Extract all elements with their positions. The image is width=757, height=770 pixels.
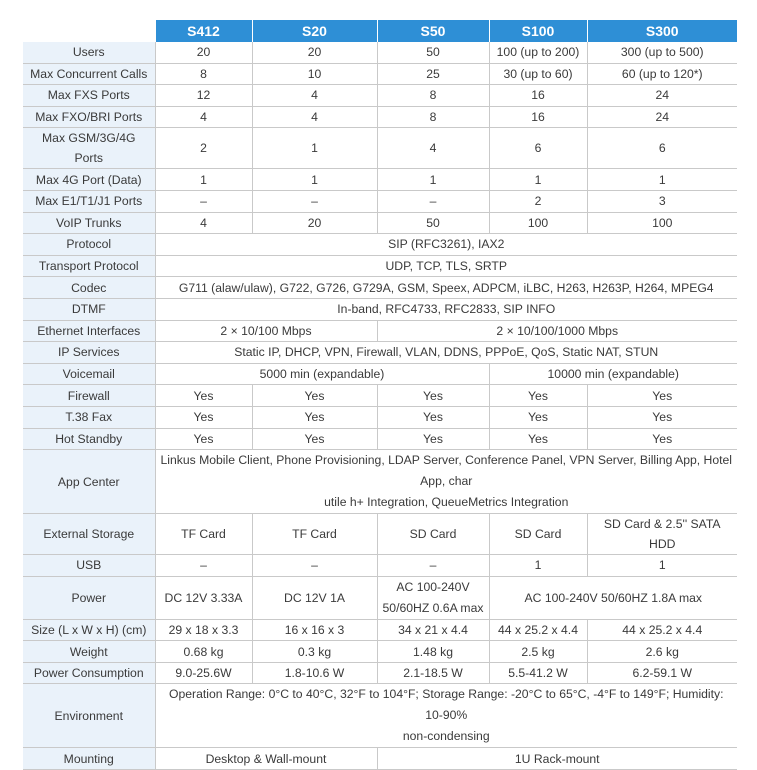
- table-cell: Yes: [489, 406, 587, 428]
- table-cell: 2 × 10/100 Mbps: [155, 320, 377, 342]
- table-row: [23, 212, 737, 234]
- table-row: [23, 320, 737, 342]
- table-row: [23, 169, 737, 191]
- table-cell: 20: [252, 212, 377, 234]
- row-label: Voicemail: [23, 363, 155, 385]
- table-cell: [155, 684, 737, 748]
- table-cell: SD Card & 2.5'' SATA HDD: [587, 514, 737, 555]
- table-cell: 16: [489, 106, 587, 128]
- table-cell: AC 100-240V 50/60HZ 1.8A max: [489, 576, 737, 619]
- row-label: Power Consumption: [23, 662, 155, 684]
- table-cell: 5000 min (expandable): [155, 363, 489, 385]
- table-cell: 25: [377, 63, 489, 85]
- row-label: External Storage: [23, 514, 155, 555]
- table-cell: 4: [252, 85, 377, 107]
- table-row: [23, 128, 737, 169]
- table-cell: 4: [377, 128, 489, 169]
- table-cell: Yes: [587, 428, 737, 450]
- table-cell: 9.0-25.6W: [155, 662, 252, 684]
- column-header: S412: [155, 20, 252, 42]
- table-row: [23, 619, 737, 641]
- table-row: [23, 684, 737, 748]
- row-label: Codec: [23, 277, 155, 299]
- row-label: Transport Protocol: [23, 255, 155, 277]
- table-cell: 0.3 kg: [252, 641, 377, 663]
- table-cell: 16: [489, 85, 587, 107]
- table-cell: Yes: [489, 385, 587, 407]
- row-label: Max FXO/BRI Ports: [23, 106, 155, 128]
- table-cell: 34 x 21 x 4.4: [377, 619, 489, 641]
- table-cell: Yes: [155, 428, 252, 450]
- table-cell: 1.48 kg: [377, 641, 489, 663]
- table-cell: –: [155, 190, 252, 212]
- table-cell: 2.6 kg: [587, 641, 737, 663]
- table-cell: 10: [252, 63, 377, 85]
- table-row: [23, 342, 737, 364]
- table-cell: 2: [155, 128, 252, 169]
- app-center-line-2: utile h+ Integration, QueueMetrics Integration: [324, 495, 569, 510]
- spec-table: [23, 20, 737, 770]
- row-label: Max FXS Ports: [23, 85, 155, 107]
- app-center-line-1: Linkus Mobile Client, Phone Provisioning, LDAP Server, Conference Panel, VPN Server, Billing App, Hotel App, char: [160, 453, 733, 489]
- table-cell: G711 (alaw/ulaw), G722, G726, G729A, GSM, Speex, ADPCM, iLBC, H263, H263P, H264, MPEG4: [155, 277, 737, 299]
- table-cell: 1.8-10.6 W: [252, 662, 377, 684]
- table-cell: 1: [587, 169, 737, 191]
- row-label: Max E1/T1/J1 Ports: [23, 190, 155, 212]
- table-row: [23, 106, 737, 128]
- table-cell: DC 12V 1A: [252, 576, 377, 619]
- table-cell: 8: [155, 63, 252, 85]
- row-label: Mounting: [23, 748, 155, 770]
- table-cell: 8: [377, 85, 489, 107]
- row-label: Hot Standby: [23, 428, 155, 450]
- table-cell: [377, 576, 489, 619]
- table-cell: TF Card: [252, 514, 377, 555]
- table-cell: 60 (up to 120*): [587, 63, 737, 85]
- table-cell: TF Card: [155, 514, 252, 555]
- row-label: T.38 Fax: [23, 406, 155, 428]
- table-cell: Yes: [155, 385, 252, 407]
- table-cell: 100: [587, 212, 737, 234]
- table-cell: Yes: [377, 385, 489, 407]
- table-cell: 5.5-41.2 W: [489, 662, 587, 684]
- table-cell: 1U Rack-mount: [377, 748, 737, 770]
- table-row: [23, 85, 737, 107]
- table-cell: SIP (RFC3261), IAX2: [155, 234, 737, 256]
- table-cell: –: [155, 555, 252, 577]
- table-row: [23, 428, 737, 450]
- table-cell: –: [252, 555, 377, 577]
- table-cell: 16 x 16 x 3: [252, 619, 377, 641]
- table-cell: In-band, RFC4733, RFC2833, SIP INFO: [155, 298, 737, 320]
- table-cell: 100: [489, 212, 587, 234]
- row-label: DTMF: [23, 298, 155, 320]
- table-cell: DC 12V 3.33A: [155, 576, 252, 619]
- environment-line-2: non-condensing: [402, 729, 490, 744]
- table-row: [23, 514, 737, 555]
- table-row: [23, 385, 737, 407]
- table-cell: 2.1-18.5 W: [377, 662, 489, 684]
- row-label: Max Concurrent Calls: [23, 63, 155, 85]
- row-label: Power: [23, 576, 155, 619]
- table-cell: 4: [155, 106, 252, 128]
- table-cell: –: [377, 190, 489, 212]
- table-cell: 1: [155, 169, 252, 191]
- table-cell: 1: [252, 169, 377, 191]
- row-label: Ethernet Interfaces: [23, 320, 155, 342]
- table-row: [23, 748, 737, 770]
- column-header: S300: [587, 20, 737, 42]
- table-cell: 30 (up to 60): [489, 63, 587, 85]
- table-cell: 50: [377, 212, 489, 234]
- table-cell: 6: [587, 128, 737, 169]
- table-cell: Yes: [155, 406, 252, 428]
- table-cell: Yes: [252, 428, 377, 450]
- table-row: [23, 255, 737, 277]
- header-row: [23, 20, 737, 42]
- table-cell: SD Card: [377, 514, 489, 555]
- table-cell: 2.5 kg: [489, 641, 587, 663]
- table-cell: 4: [252, 106, 377, 128]
- table-cell: 50: [377, 42, 489, 63]
- table-row: [23, 555, 737, 577]
- row-label: IP Services: [23, 342, 155, 364]
- power-s50-line-1: AC 100-240V: [396, 579, 470, 594]
- table-cell: 1: [377, 169, 489, 191]
- table-cell: 44 x 25.2 x 4.4: [587, 619, 737, 641]
- column-header: S50: [377, 20, 489, 42]
- environment-line-1: Operation Range: 0°C to 40°C, 32°F to 104°F; Storage Range: -20°C to 65°C, -4°F to 149°F; Humidity: 10-90%: [168, 687, 724, 723]
- table-cell: 10000 min (expandable): [489, 363, 737, 385]
- table-cell: Yes: [377, 428, 489, 450]
- row-label: Max 4G Port (Data): [23, 169, 155, 191]
- table-cell: 24: [587, 85, 737, 107]
- table-cell: 6: [489, 128, 587, 169]
- row-label: USB: [23, 555, 155, 577]
- table-cell: 12: [155, 85, 252, 107]
- table-cell: 1: [252, 128, 377, 169]
- row-label: Users: [23, 42, 155, 63]
- table-cell: Desktop & Wall-mount: [155, 748, 377, 770]
- table-cell: Yes: [587, 406, 737, 428]
- table-cell: 1: [489, 555, 587, 577]
- table-cell: 2: [489, 190, 587, 212]
- table-cell: SD Card: [489, 514, 587, 555]
- table-row: [23, 234, 737, 256]
- table-cell: 100 (up to 200): [489, 42, 587, 63]
- table-cell: 24: [587, 106, 737, 128]
- table-cell: [155, 450, 737, 514]
- table-cell: Yes: [252, 385, 377, 407]
- row-label: VoIP Trunks: [23, 212, 155, 234]
- column-header: S100: [489, 20, 587, 42]
- row-label: Max GSM/3G/4G Ports: [23, 128, 155, 169]
- table-cell: 1: [489, 169, 587, 191]
- power-s50-line-2: 50/60HZ 0.6A max: [382, 600, 484, 615]
- table-cell: Yes: [489, 428, 587, 450]
- table-cell: 29 x 18 x 3.3: [155, 619, 252, 641]
- row-label: Environment: [23, 684, 155, 748]
- table-cell: 20: [252, 42, 377, 63]
- table-cell: Static IP, DHCP, VPN, Firewall, VLAN, DDNS, PPPoE, QoS, Static NAT, STUN: [155, 342, 737, 364]
- table-cell: Yes: [587, 385, 737, 407]
- table-row: [23, 662, 737, 684]
- row-label: Protocol: [23, 234, 155, 256]
- table-cell: 1: [587, 555, 737, 577]
- table-row: [23, 641, 737, 663]
- table-row: [23, 298, 737, 320]
- table-row: [23, 406, 737, 428]
- table-cell: UDP, TCP, TLS, SRTP: [155, 255, 737, 277]
- table-cell: 300 (up to 500): [587, 42, 737, 63]
- table-row: [23, 450, 737, 514]
- table-cell: 2 × 10/100/1000 Mbps: [377, 320, 737, 342]
- table-cell: –: [252, 190, 377, 212]
- column-header: S20: [252, 20, 377, 42]
- table-row: [23, 63, 737, 85]
- table-cell: 3: [587, 190, 737, 212]
- table-cell: –: [377, 555, 489, 577]
- table-cell: 4: [155, 212, 252, 234]
- table-row: [23, 190, 737, 212]
- table-cell: 20: [155, 42, 252, 63]
- table-cell: 6.2-59.1 W: [587, 662, 737, 684]
- table-cell: 44 x 25.2 x 4.4: [489, 619, 587, 641]
- table-row: [23, 576, 737, 619]
- table-cell: 0.68 kg: [155, 641, 252, 663]
- table-row: [23, 363, 737, 385]
- row-label: App Center: [23, 450, 155, 514]
- table-cell: Yes: [377, 406, 489, 428]
- table-row: [23, 277, 737, 299]
- row-label: Size (L x W x H) (cm): [23, 619, 155, 641]
- table-cell: Yes: [252, 406, 377, 428]
- table-cell: 8: [377, 106, 489, 128]
- row-label: Weight: [23, 641, 155, 663]
- table-row: [23, 42, 737, 63]
- row-label: Firewall: [23, 385, 155, 407]
- header-corner: [23, 20, 155, 42]
